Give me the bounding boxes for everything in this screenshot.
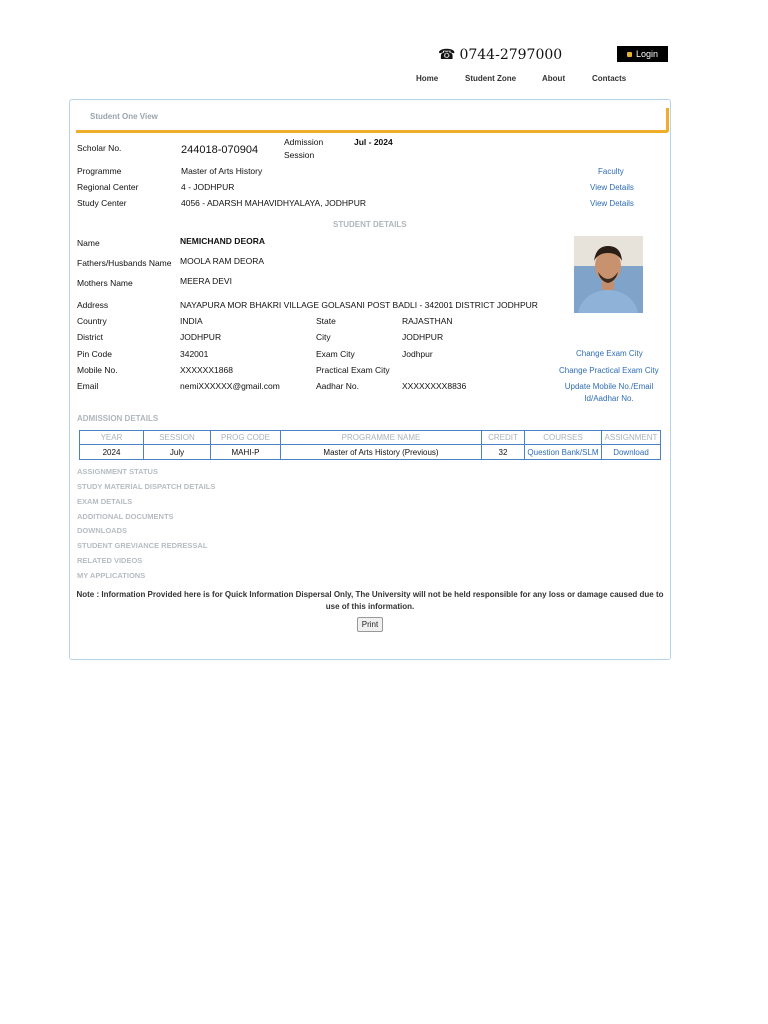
my-applications-link[interactable]: MY APPLICATIONS — [77, 571, 146, 580]
country-value: INDIA — [180, 316, 203, 326]
aadhar-label: Aadhar No. — [316, 381, 359, 391]
name-value: NEMICHAND DEORA — [180, 236, 265, 246]
card-title: Student One View — [90, 112, 158, 121]
header-year: YEAR — [80, 431, 144, 445]
phone-text: 0744-2797000 — [459, 47, 563, 63]
state-label: State — [316, 316, 336, 326]
main-nav — [0, 74, 768, 86]
disclaimer-note: Note : Information Provided here is for Quick Information Dispersal Only, The University will not be held responsible for any loss or damage caused due to use of this information. — [76, 590, 664, 611]
update-contact-link[interactable] — [560, 381, 658, 405]
print-button[interactable]: Print — [357, 617, 383, 632]
father-label: Fathers/Husbands Name — [77, 258, 172, 268]
exam-city-label: Exam City — [316, 349, 355, 359]
regional-view-details-link[interactable]: View Details — [590, 183, 634, 192]
grievance-redressal-link[interactable]: STUDENT GREVIANCE REDRESSAL — [77, 541, 208, 550]
mobile-value: XXXXXX1868 — [180, 365, 233, 375]
header-prog-code: PROG CODE — [211, 431, 281, 445]
update-link-line2: Id/Aadhar No. — [584, 394, 634, 403]
login-label: Login — [635, 49, 659, 59]
exam-city-value: Jodhpur — [402, 349, 433, 359]
related-videos-link[interactable]: RELATED VIDEOS — [77, 556, 143, 565]
study-view-details-link[interactable]: View Details — [590, 199, 634, 208]
admission-label: Admission — [284, 137, 324, 147]
aadhar-value: XXXXXXXX8836 — [402, 381, 467, 391]
question-bank-link[interactable]: Question Bank/SLM — [525, 445, 602, 460]
header-session: SESSION — [144, 431, 211, 445]
father-value: MOOLA RAM DEORA — [180, 256, 265, 266]
scholar-label: Scholar No. — [77, 143, 122, 153]
email-label: Email — [77, 381, 99, 391]
table-header-row — [80, 431, 661, 445]
nav-contacts[interactable]: Contacts — [592, 74, 627, 83]
card-header — [76, 108, 669, 133]
change-practical-city-link[interactable]: Change Practical Exam City — [559, 366, 659, 375]
exam-details-link[interactable]: EXAM DETAILS — [77, 497, 133, 506]
pincode-value: 342001 — [180, 349, 209, 359]
cell-prog-code: MAHI-P — [211, 445, 281, 460]
downloads-link[interactable]: DOWNLOADS — [77, 526, 127, 535]
additional-documents-link[interactable]: ADDITIONAL DOCUMENTS — [77, 512, 174, 521]
cell-year: 2024 — [80, 445, 144, 460]
session-label: Session — [284, 150, 315, 160]
student-photo-image — [574, 236, 643, 313]
table-row — [80, 445, 661, 460]
header-courses: COURSES — [525, 431, 602, 445]
address-label: Address — [77, 300, 109, 310]
state-value: RAJASTHAN — [402, 316, 453, 326]
nav-about[interactable]: About — [542, 74, 566, 83]
regional-center-label: Regional Center — [77, 182, 139, 192]
city-value: JODHPUR — [402, 332, 444, 342]
city-label: City — [316, 332, 331, 342]
study-material-dispatch-link[interactable]: STUDY MATERIAL DISPATCH DETAILS — [77, 482, 216, 491]
student-details-heading: STUDENT DETAILS — [333, 220, 407, 229]
lock-icon — [627, 52, 632, 57]
address-value: NAYAPURA MOR BHAKRI VILLAGE GOLASANI POST BADLI - 342001 DISTRICT JODHPUR — [180, 300, 538, 310]
mobile-label: Mobile No. — [77, 365, 118, 375]
header-credit: CREDIT — [482, 431, 525, 445]
admission-session-value: Jul - 2024 — [354, 137, 393, 147]
header-programme-name: PROGRAMME NAME — [281, 431, 482, 445]
phone-number — [438, 47, 562, 63]
study-center-value: 4056 - ADARSH MAHAVIDHYALAYA, JODHPUR — [181, 198, 367, 208]
programme-label: Programme — [77, 166, 122, 176]
login-button[interactable] — [617, 46, 668, 62]
district-label: District — [77, 332, 103, 342]
faculty-link[interactable]: Faculty — [598, 167, 624, 176]
regional-center-value: 4 - JODHPUR — [181, 182, 235, 192]
cell-credit: 32 — [482, 445, 525, 460]
email-value: nemiXXXXXX@gmail.com — [180, 381, 280, 391]
nav-home[interactable]: Home — [416, 74, 439, 83]
study-center-label: Study Center — [77, 198, 127, 208]
top-bar — [0, 44, 768, 68]
mother-value: MEERA DEVI — [180, 276, 232, 286]
student-one-view-card — [69, 99, 671, 660]
district-value: JODHPUR — [180, 332, 222, 342]
change-exam-city-link[interactable]: Change Exam City — [576, 349, 643, 358]
pincode-label: Pin Code — [77, 349, 112, 359]
practical-city-label: Practical Exam City — [316, 365, 390, 375]
nav-student-zone[interactable]: Student Zone — [465, 74, 517, 83]
download-assignment-link[interactable]: Download — [602, 445, 661, 460]
scholar-number: 244018-070904 — [181, 144, 259, 156]
header-assignment: ASSIGNMENT — [602, 431, 661, 445]
programme-value: Master of Arts History — [181, 166, 263, 176]
update-link-line1: Update Mobile No./Email — [564, 382, 654, 391]
mother-label: Mothers Name — [77, 278, 133, 288]
student-photo — [574, 236, 643, 313]
admission-details-heading: ADMISSION DETAILS — [77, 414, 159, 423]
country-label: Country — [77, 316, 107, 326]
admission-table — [79, 430, 661, 460]
cell-programme-name: Master of Arts History (Previous) — [281, 445, 482, 460]
name-label: Name — [77, 238, 100, 248]
assignment-status-link[interactable]: ASSIGNMENT STATUS — [77, 467, 158, 476]
cell-session: July — [144, 445, 211, 460]
telephone-icon: ☎ — [438, 47, 456, 63]
